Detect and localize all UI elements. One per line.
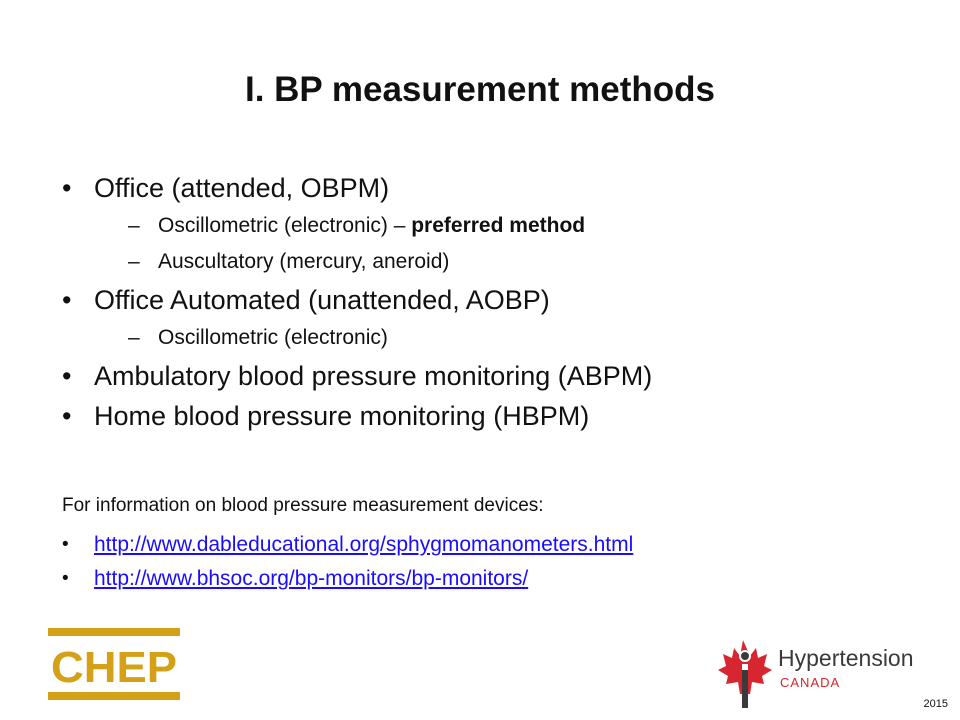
bullet-item [62,356,942,396]
bullet-icon: • [62,568,69,589]
bullet-text: Office (attended, OBPM) [94,173,390,203]
bullet-item [62,396,942,436]
hypertension-logo-text: Hypertension [778,645,914,671]
bullet-icon: • [62,173,72,203]
chep-logo [48,628,180,700]
sub-bullet-item [62,244,942,280]
info-text: For information on blood pressure measurement devices: [62,495,544,516]
hypertension-canada-logo [712,632,922,710]
sub-bullet-item [62,320,942,356]
bullet-text: Home blood pressure monitoring (HBPM) [94,401,590,431]
year-label: 2015 [923,698,948,710]
sub-bullet-text: Oscillometric (electronic) [158,326,388,349]
bullet-icon: • [62,361,72,391]
bullet-item [62,280,942,320]
dash-icon: – [128,214,140,237]
maple-leaf-icon [718,640,772,708]
bullet-icon: • [62,401,72,431]
bullet-item [62,168,942,208]
slide-title: I. BP measurement methods [244,70,716,109]
bullet-text: Ambulatory blood pressure monitoring (ABPM) [94,361,653,391]
bullet-icon: • [62,285,72,315]
link-item [62,562,633,596]
bullet-icon: • [62,534,69,555]
link-item [62,528,633,562]
dash-icon: – [128,250,140,273]
canada-logo-text: CANADA [780,675,841,690]
bullet-list [62,168,942,436]
dash-icon: – [128,326,140,349]
link-list [62,528,633,596]
chep-logo-top-bar [48,628,180,636]
sub-bullet-item [62,208,942,244]
chep-logo-bottom-bar [48,692,180,700]
sub-bullet-text: Oscillometric (electronic) – [158,214,412,237]
sub-bullet-text: Auscultatory (mercury, aneroid) [158,250,450,273]
sub-bullet-emphasis: preferred method [411,214,586,237]
link-dableducational[interactable]: http://www.dableducational.org/sphygmomanometers.html [94,533,634,556]
bullet-text: Office Automated (unattended, AOBP) [94,285,550,315]
link-bhsoc[interactable]: http://www.bhsoc.org/bp-monitors/bp-monitors/ [94,567,529,590]
chep-logo-text: CHEP [51,643,177,692]
